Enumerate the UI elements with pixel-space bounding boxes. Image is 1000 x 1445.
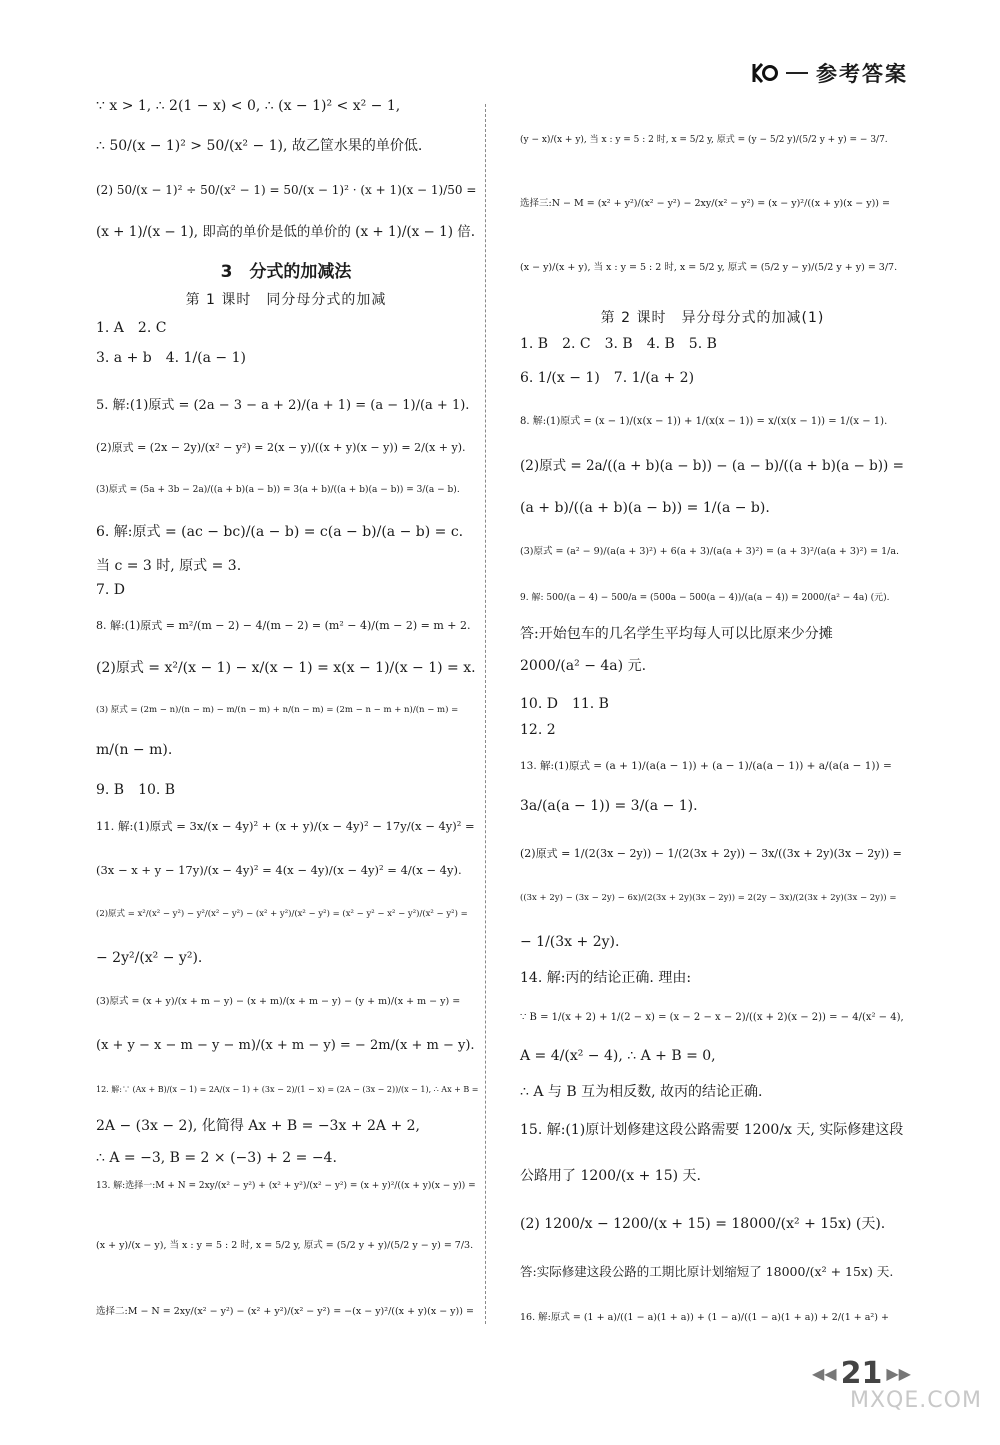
column-divider [485, 104, 486, 1324]
answer-line: m/(n − m). [96, 742, 173, 758]
answer-line: (2)原式 = x²/(x² − y²) − y²/(x² − y²) − (x² + y²)/(x² − y²) = (x² − y² − x² − y²)/(x² − y²) = [96, 909, 468, 919]
section-title: 3 分式的加减法 [220, 262, 352, 282]
lesson-title: 第 2 课时 异分母分式的加减(1) [600, 310, 825, 326]
answer-line: 8. 解:(1)原式 = (x − 1)/(x(x − 1)) + 1/(x(x − 1)) = x/(x(x − 1)) = 1/(x − 1). [520, 416, 888, 427]
answer-line: (2)原式 = 1/(2(3x − 2y)) − 1/(2(3x + 2y)) − 3x/((3x + 2y)(3x − 2y)) = [520, 847, 902, 860]
answer-line: 选择三:N − M = (x² + y²)/(x² − y²) − 2xy/(x² − y²) = (x − y)²/((x + y)(x − y)) = [520, 198, 890, 209]
answer-line: (x − y)/(x + y), 当 x : y = 5 : 2 时, x = 5/2 y, 原式 = (5/2 y − y)/(5/2 y + y) = 3/7. [520, 262, 898, 273]
answer-line: 6. 1/(x − 1) 7. 1/(a + 2) [520, 370, 695, 386]
header-dash [786, 72, 808, 74]
answer-line: ∴ A 与 B 互为相反数, 故丙的结论正确. [520, 1084, 763, 1100]
answer-line: ∵ x > 1, ∴ 2(1 − x) < 0, ∴ (x − 1)² < x² − 1, [96, 98, 401, 114]
answer-line: (x + y)/(x − y), 当 x : y = 5 : 2 时, x = 5/2 y, 原式 = (5/2 y + y)/(5/2 y − y) = 7/3. [96, 1240, 474, 1251]
logo-icon [752, 62, 778, 84]
answer-line: 10. D 11. B [520, 696, 609, 712]
answer-line: ∴ A = −3, B = 2 × (−3) + 2 = −4. [96, 1150, 337, 1166]
answer-line: 13. 解:选择一:M + N = 2xy/(x² − y²) + (x² + y²)/(x² − y²) = (x + y)²/((x + y)(x − y)) = [96, 1181, 476, 1191]
answer-line: 13. 解:(1)原式 = (a + 1)/(a(a − 1)) + (a − 1)/(a(a − 1)) + a/(a(a − 1)) = [520, 760, 892, 772]
answer-line: 2A − (3x − 2), 化简得 Ax + B = −3x + 2A + 2, [96, 1118, 420, 1134]
answer-line: 11. 解:(1)原式 = 3x/(x − 4y)² + (x + y)/(x − 4y)² − 17y/(x − 4y)² = [96, 819, 475, 833]
answer-line: 答:开始包车的几名学生平均每人可以比原来少分摊 [520, 626, 833, 642]
answer-line: ((3x + 2y) − (3x − 2y) − 6x)/(2(3x + 2y)(3x − 2y)) = 2(2y − 3x)/(2(3x + 2y)(3x − 2y)) = [520, 893, 897, 903]
answer-line: − 1/(3x + 2y). [520, 934, 620, 950]
answer-line: (3x − x + y − 17y)/(x − 4y)² = 4(x − 4y)/(x − 4y)² = 4/(x − 4y). [96, 863, 462, 877]
answer-line: A = 4/(x² − 4), ∴ A + B = 0, [520, 1048, 716, 1064]
answer-line: 当 c = 3 时, 原式 = 3. [96, 558, 242, 574]
lesson-title: 第 1 课时 同分母分式的加减 [185, 292, 387, 308]
answer-line: 公路用了 1200/(x + 15) 天. [520, 1168, 701, 1184]
answer-line: (3)原式 = (x + y)/(x + m − y) − (x + m)/(x + m − y) − (y + m)/(x + m − y) = [96, 996, 461, 1007]
answer-line: 14. 解:丙的结论正确. 理由: [520, 970, 692, 986]
answer-line: (2)原式 = x²/(x − 1) − x/(x − 1) = x(x − 1)/(x − 1) = x. [96, 660, 476, 676]
answer-line: (2)原式 = 2a/((a + b)(a − b)) − (a − b)/((a + b)(a − b)) = [520, 458, 904, 474]
page-number: ◀◀ 21 ▶▶ [812, 1356, 911, 1391]
answer-line: (x + y − x − m − y − m)/(x + m − y) = − 2m/(x + m − y). [96, 1038, 475, 1053]
answer-line: − 2y²/(x² − y²). [96, 950, 203, 966]
answer-line: ∴ 50/(x − 1)² > 50/(x² − 1), 故乙筐水果的单价低. [96, 138, 423, 154]
answer-line: 15. 解:(1)原计划修建这段公路需要 1200/x 天, 实际修建这段 [520, 1122, 904, 1138]
watermark: MXQE.COM [850, 1388, 982, 1413]
answer-line: ∵ B = 1/(x + 2) + 1/(2 − x) = (x − 2 − x − 2)/((x + 2)(x − 2)) = − 4/(x² − 4), [520, 1012, 904, 1023]
answer-line: 5. 解:(1)原式 = (2a − 3 − a + 2)/(a + 1) = (a − 1)/(a + 1). [96, 398, 470, 413]
left-arrows-icon: ◀◀ [812, 1364, 837, 1383]
answer-line: 12. 2 [520, 722, 556, 738]
answer-line: (x + 1)/(x − 1), 即高的单价是低的单价的 (x + 1)/(x − 1) 倍. [96, 224, 476, 240]
header-title: 参考答案 [816, 62, 908, 86]
answer-line: 12. 解:∵ (Ax + B)/(x − 1) = 2A/(x − 1) + (3x − 2)/(1 − x) = (2A − (3x − 2))/(x − 1), ∴ Ax + B = [96, 1085, 479, 1094]
answer-line: (3)原式 = (5a + 3b − 2a)/((a + b)(a − b)) = 3(a + b)/((a + b)(a − b)) = 3/(a − b). [96, 485, 460, 495]
answer-line: (a + b)/((a + b)(a − b)) = 1/(a − b). [520, 500, 770, 516]
answer-line: 9. B 10. B [96, 782, 176, 798]
answer-line: 9. 解: 500/(a − 4) − 500/a = (500a − 500(a − 4))/(a(a − 4)) = 2000/(a² − 4a) (元). [520, 593, 890, 603]
answer-line: (2) 50/(x − 1)² ÷ 50/(x² − 1) = 50/(x − 1)² · (x + 1)(x − 1)/50 = [96, 183, 477, 197]
answer-line: 3a/(a(a − 1)) = 3/(a − 1). [520, 798, 698, 814]
answer-line: 选择二:M − N = 2xy/(x² − y²) − (x² + y²)/(x² − y²) = −(x − y)²/((x + y)(x − y)) = [96, 1306, 474, 1317]
answer-line: 8. 解:(1)原式 = m²/(m − 2) − 4/(m − 2) = (m² − 4)/(m − 2) = m + 2. [96, 619, 471, 632]
answer-line: (3)原式 = (a² − 9)/(a(a + 3)²) + 6(a + 3)/(a(a + 3)²) = (a + 3)²/(a(a + 3)²) = 1/a. [520, 546, 900, 557]
answer-line: 16. 解:原式 = (1 + a)/((1 − a)(1 + a)) + (1 − a)/((1 − a)(1 + a)) + 2/(1 + a²) + [520, 1312, 889, 1323]
answer-line: 1. A 2. C [96, 320, 167, 336]
answer-line: (y − x)/(x + y), 当 x : y = 5 : 2 时, x = 5/2 y, 原式 = (y − 5/2 y)/(5/2 y + y) = − 3/7. [520, 135, 888, 145]
answer-line: (2) 1200/x − 1200/(x + 15) = 18000/(x² + 15x) (天). [520, 1216, 886, 1232]
answer-line: 答:实际修建这段公路的工期比原计划缩短了 18000/(x² + 15x) 天. [520, 1264, 894, 1279]
right-arrows-icon: ▶▶ [886, 1364, 911, 1383]
answer-line: (2)原式 = (2x − 2y)/(x² − y²) = 2(x − y)/((x + y)(x − y)) = 2/(x + y). [96, 441, 466, 454]
answer-line: (3) 原式 = (2m − n)/(n − m) − m/(n − m) + n/(n − m) = (2m − n − m + n)/(n − m) = [96, 705, 459, 715]
answer-line: 7. D [96, 582, 126, 598]
answer-line: 1. B 2. C 3. B 4. B 5. B [520, 336, 717, 352]
answer-line: 3. a + b 4. 1/(a − 1) [96, 350, 246, 366]
answer-line: 2000/(a² − 4a) 元. [520, 658, 647, 674]
answer-line: 6. 解:原式 = (ac − bc)/(a − b) = c(a − b)/(a − b) = c. [96, 524, 464, 540]
page-header [752, 58, 908, 88]
